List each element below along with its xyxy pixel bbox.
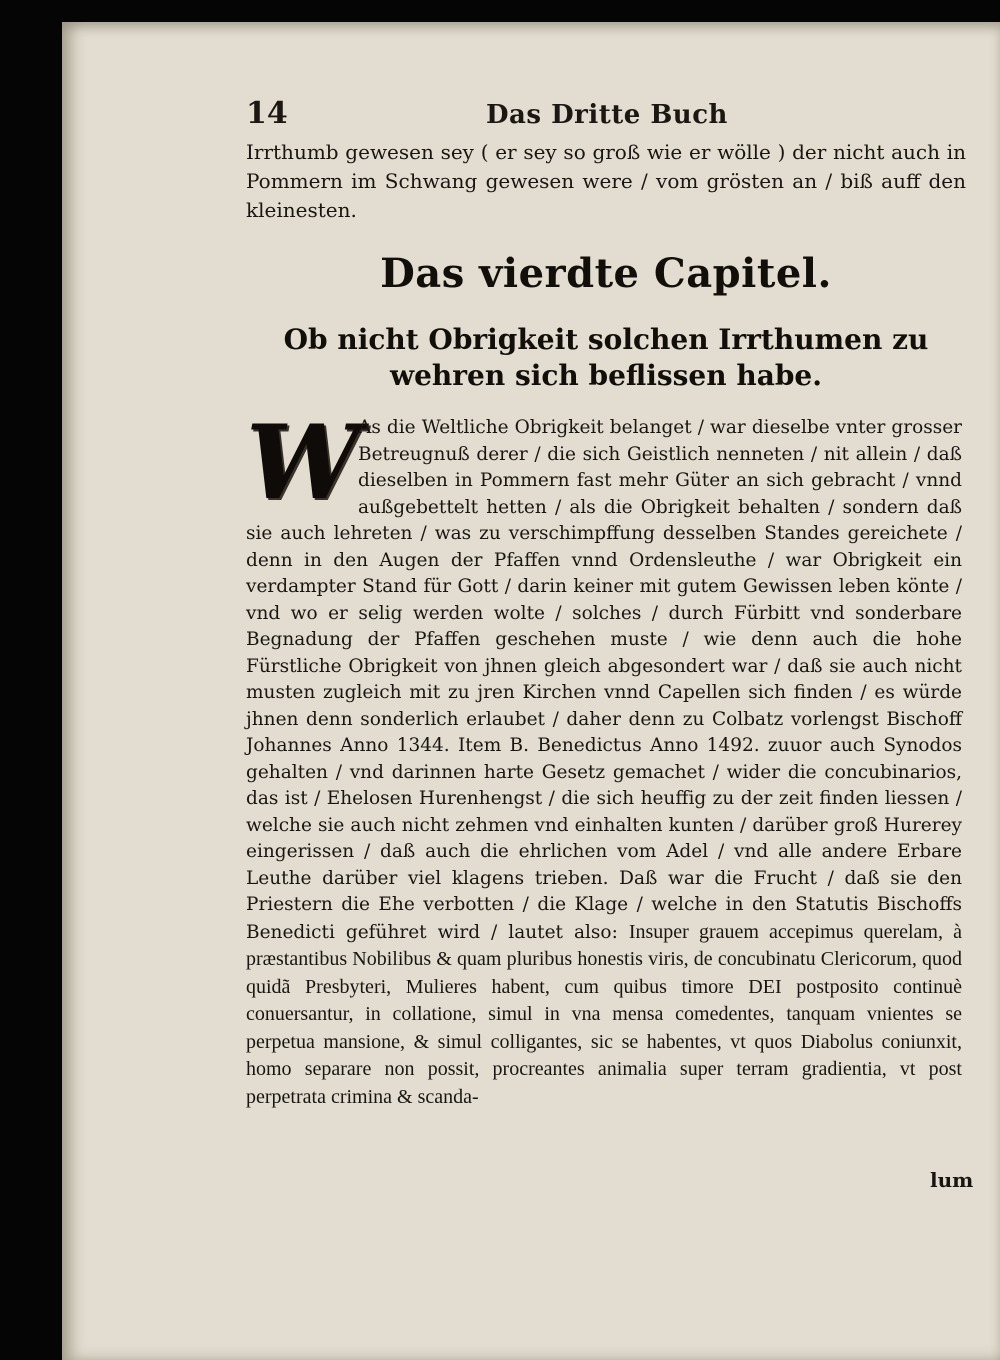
intro-paragraph: Irrthumb gewesen sey ( er sey so groß wie er wölle ) der nicht auch in Pommern im Schwang gewesen were / vom grösten an / biß auff den kleinesten. (246, 140, 966, 222)
chapter-subtitle: Ob nicht Obrigkeit solchen Irrthumen zu wehren sich beflissen habe. (283, 323, 929, 392)
running-head: Das Dritte Buch (486, 100, 728, 130)
chapter-body (246, 403, 962, 1111)
body-text-german: As die Weltliche Obrigkeit belanget / war dieselbe vnter grosser Betreugnuß derer / die sich Geistlich nenneten / nit allein / daß dieselben in Pommern fast mehr Güter an sich gebracht / vnnd außgebettelt hetten / als die Obrigkeit behalten / sondern daß sie auch lehreten / was zu verschimpffung desselben Standes gereichete / denn in den Augen der Pfaffen vnnd Ordensleuthe / war Obrigkeit ein verdampter Stand für Gott / darin keiner mit gutem Gewissen leben könte / vnd wo er selig werden wolte / solches / durch Fürbitt vnd sonderbare Begnadung der Pfaffen geschehen muste / wie denn auch die hohe Fürstliche Obrigkeit von jhnen gleich abgesondert war / daß sie auch nicht musten zugleich mit zu jren Kirchen vnnd Capellen sich finden / es würde jhnen denn sonderlich erlaubet / daher denn zu Colbatz vorlengst Bischoff Johannes Anno 1344. Item B. Benedictus Anno 1492. zuuor auch Synodos gehalten / vnd darinnen harte Gesetz gemachet / wider die concubinarios, das ist / Ehelosen Hurenhengst / die sich heuffig zu der zeit finden liessen / welche sie auch nicht zehmen vnd einhalten kunten / darüber groß Hurerey eingerissen / daß auch die ehrlichen vom Adel / vnd alle andere Erbare Leuthe darüber viel klagens trieben. Daß war die Frucht / daß sie den Priestern die Ehe verbotten / die Klage / welche in den Statutis Bischoffs Benedicti geführet wird / lautet also: (246, 417, 962, 943)
catchword: lum (930, 1168, 974, 1192)
page-header (246, 96, 966, 136)
chapter-title: Das vierdte Capitel. (380, 250, 832, 297)
page-number: 14 (246, 96, 288, 131)
body-text-latin: Insuper grauem accepimus querelam, à præstantibus Nobilibus & quam pluribus honestis viris, de concubinatu Clericorum, quod quidã Presbyteri, Mulieres habent, cum quibus timore DEI postposito continuè conuersantur, in collatione, simul in vna mensa comedentes, tanquam vnientes se perpetua mansione, & simul colligantes, sic se habentes, vt quos Diabolus coniunxit, homo separare non possit, procreantes animalia super terram gradientia, vt post perpetrata crimina & scanda- (246, 920, 962, 1108)
decorated-initial: W (246, 403, 361, 523)
